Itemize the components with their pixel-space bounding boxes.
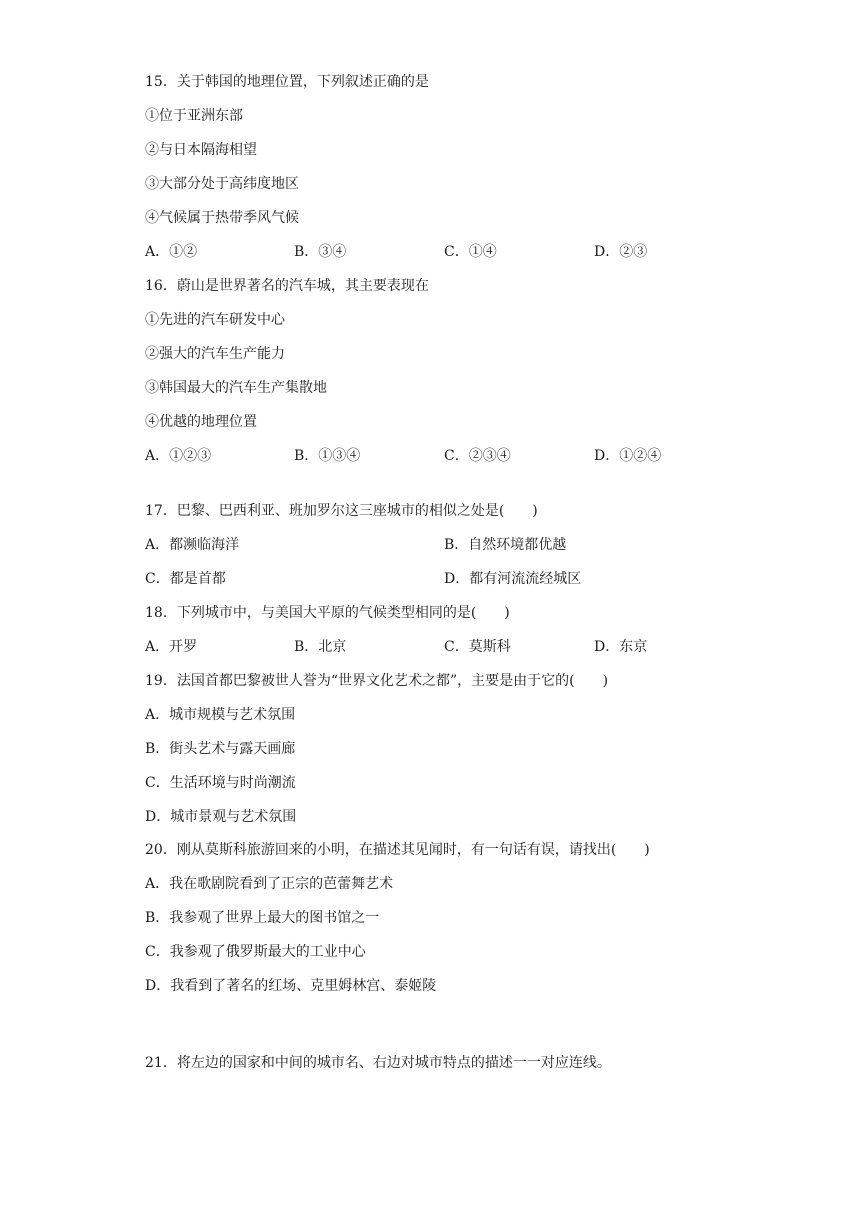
q18-option-a: A．开罗 [145, 639, 198, 655]
q20-option-c: C．我参观了俄罗斯最大的工业中心 [145, 944, 366, 960]
q16-item-4: ④优越的地理位置 [145, 414, 257, 430]
q15-stem: 15．关于韩国的地理位置，下列叙述正确的是 [145, 74, 429, 90]
q15-option-c: C．①④ [444, 244, 497, 260]
q16-option-c: C．②③④ [444, 448, 511, 464]
q16-option-b: B．①③④ [294, 448, 361, 464]
q21-stem: 21．将左边的国家和中间的城市名、右边对城市特点的描述一一对应连线。 [145, 1055, 611, 1071]
q20-stem: 20．刚从莫斯科旅游回来的小明，在描述其见闻时，有一句话有误，请找出( ) [145, 842, 650, 858]
q16-item-1: ①先进的汽车研发中心 [145, 312, 285, 328]
q15-option-a: A．①② [145, 244, 198, 260]
q16-item-2: ②强大的汽车生产能力 [145, 346, 285, 362]
q16-option-d: D．①②④ [594, 448, 662, 464]
q17-option-d: D．都有河流流经城区 [444, 571, 582, 587]
q15-item-1: ①位于亚洲东部 [145, 108, 243, 124]
q15-option-b: B．③④ [294, 244, 347, 260]
q20-option-b: B．我参观了世界上最大的图书馆之一 [145, 910, 380, 926]
q17-stem: 17．巴黎、巴西利亚、班加罗尔这三座城市的相似之处是( ) [145, 503, 538, 519]
q16-item-3: ③韩国最大的汽车生产集散地 [145, 380, 327, 396]
q16-option-a: A．①②③ [145, 448, 212, 464]
q18-option-c: C．莫斯科 [444, 639, 511, 655]
q17-option-c: C．都是首都 [145, 571, 226, 587]
q15-item-2: ②与日本隔海相望 [145, 142, 257, 158]
q19-stem: 19．法国首都巴黎被世人誉为“世界文化艺术之都”，主要是由于它的( ) [145, 673, 609, 689]
q19-option-d: D．城市景观与艺术氛围 [145, 809, 297, 825]
q17-option-a: A．都濒临海洋 [145, 537, 240, 553]
q19-option-a: A．城市规模与艺术氛围 [145, 707, 296, 723]
q18-option-d: D．东京 [594, 639, 648, 655]
q20-option-a: A．我在歌剧院看到了正宗的芭蕾舞艺术 [145, 876, 394, 892]
q15-item-4: ④气候属于热带季风气候 [145, 210, 299, 226]
q19-option-c: C．生活环境与时尚潮流 [145, 775, 296, 791]
q20-option-d: D．我看到了著名的红场、克里姆林宫、泰姬陵 [145, 978, 437, 994]
q15-item-3: ③大部分处于高纬度地区 [145, 176, 299, 192]
q16-stem: 16．蔚山是世界著名的汽车城，其主要表现在 [145, 278, 429, 294]
q18-option-b: B．北京 [294, 639, 347, 655]
q17-option-b: B．自然环境都优越 [444, 537, 567, 553]
q15-option-d: D．②③ [594, 244, 648, 260]
q19-option-b: B．街头艺术与露天画廊 [145, 741, 296, 757]
q18-stem: 18．下列城市中，与美国大平原的气候类型相同的是( ) [145, 605, 510, 621]
